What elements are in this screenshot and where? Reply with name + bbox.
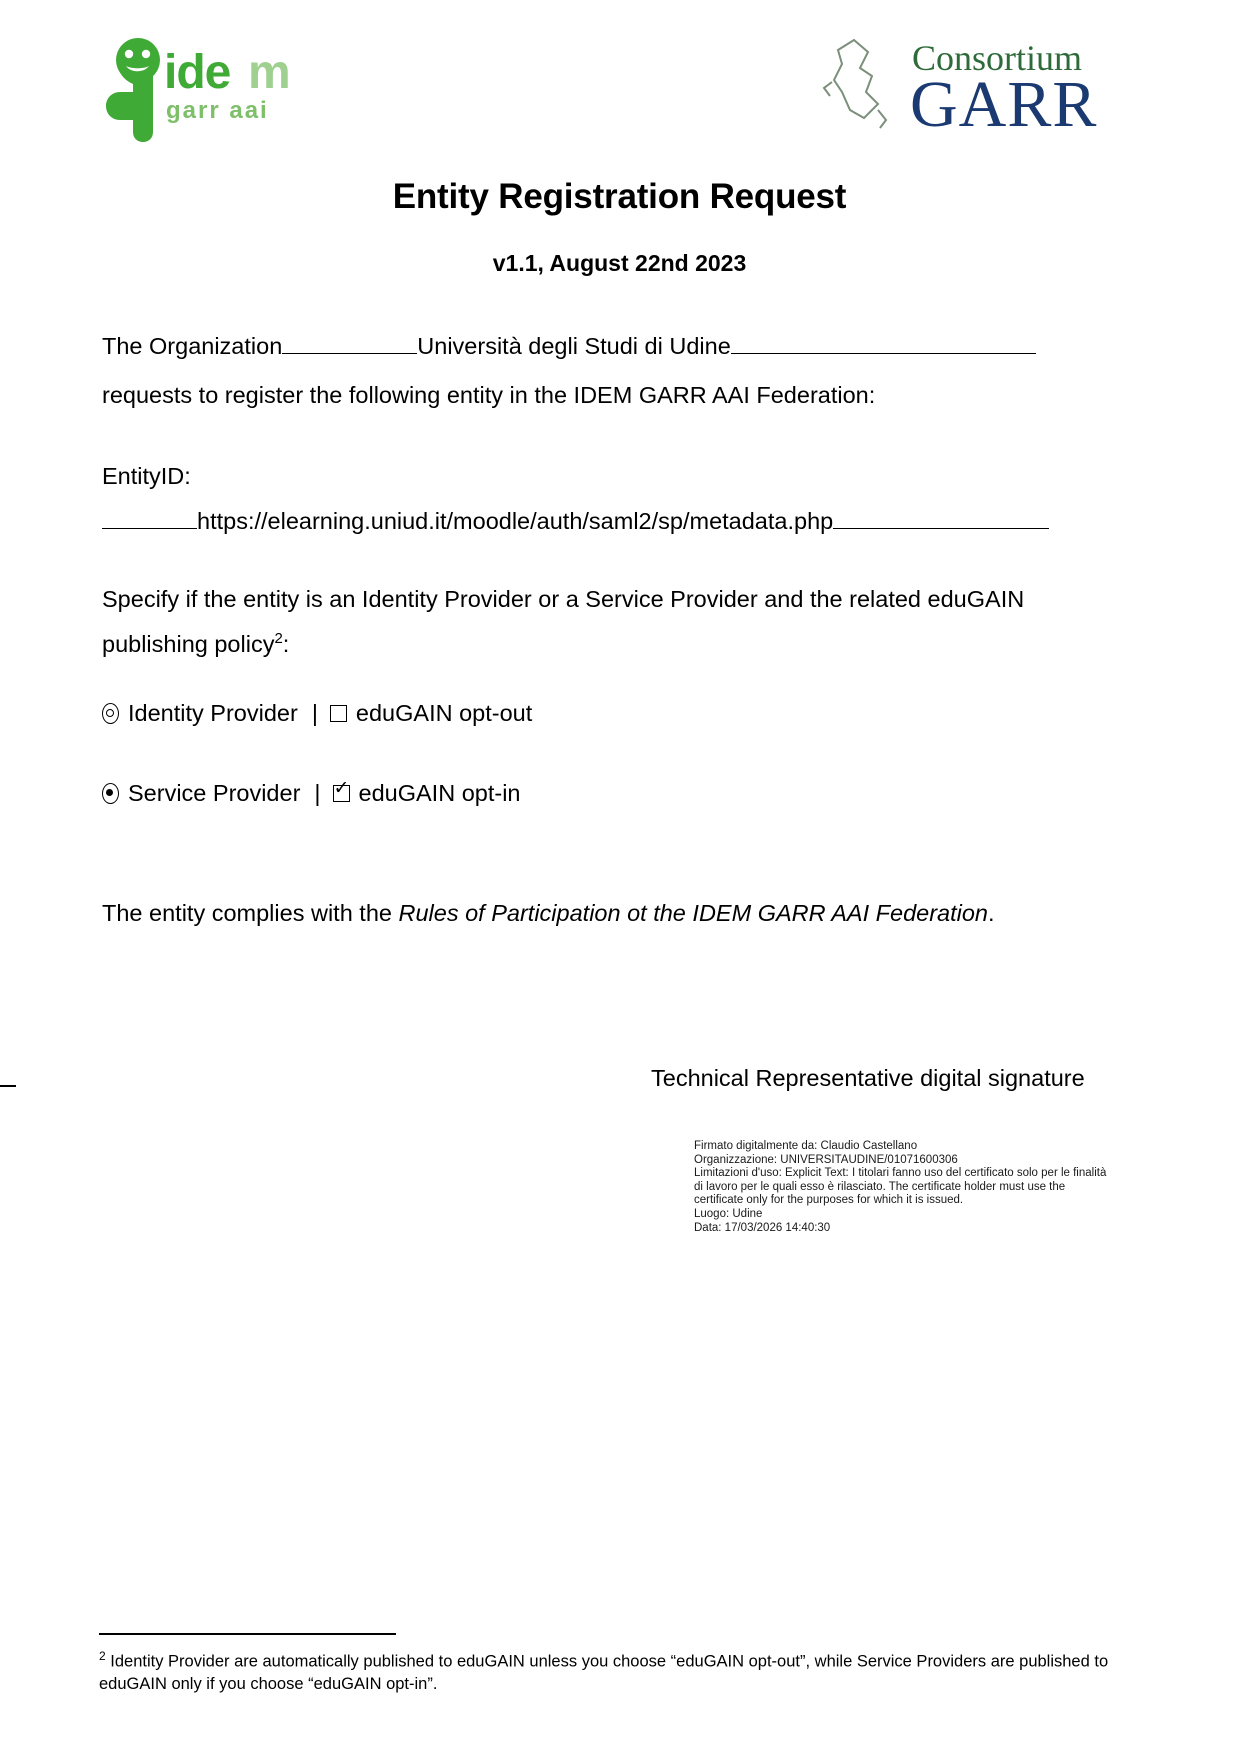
compliance-suffix: .	[988, 900, 995, 926]
compliance-statement	[102, 900, 995, 927]
footnote-ref: 2	[274, 630, 283, 647]
specify-line-2-text: publishing policy	[102, 630, 275, 657]
signature-line-1: Firmato digitalmente da: Claudio Castellano	[694, 1140, 918, 1152]
entityid-label: EntityID:	[102, 463, 191, 489]
checkbox-edugain-opt-in[interactable]	[333, 785, 350, 802]
organization-value: Università degli Studi di Udine	[417, 333, 731, 359]
consortium-garr-logo	[820, 30, 1125, 140]
choice-row-service-provider[interactable]	[102, 780, 521, 807]
label-edugain-opt-out: eduGAIN opt-out	[355, 700, 533, 726]
label-edugain-opt-in: eduGAIN opt-in	[358, 780, 521, 806]
signature-line-2: Organizzazione: UNIVERSITAUDINE/01071600306	[694, 1153, 958, 1166]
entityid-value: https://elearning.uniud.it/moodle/auth/saml2/sp/metadata.php	[197, 508, 834, 534]
compliance-rules-title: Rules of Participation ot the IDEM GARR AAI Federation	[398, 900, 988, 926]
idem-garr-aai-logo	[98, 30, 303, 150]
footnote-text: Identity Provider are automatically published to eduGAIN unless you choose “eduGAIN opt-out”, while Service Providers are published to eduGAIN only if you choose “eduGAIN opt-in”.	[99, 1652, 1109, 1693]
specify-line-1: Specify if the entity is an Identity Provider or a Service Provider and the related eduGAIN	[102, 586, 1025, 612]
organization-rule-right	[731, 333, 1036, 354]
request-line: requests to register the following entity in the IDEM GARR AAI Federation:	[102, 382, 876, 408]
radio-identity-provider[interactable]	[102, 703, 119, 724]
label-service-provider: Service Provider	[128, 780, 301, 806]
entityid-rule-right	[833, 508, 1049, 529]
signature-line-3: Limitazioni d'uso: Explicit Text: I titolari fanno uso del certificato solo per le finalità di lavoro per le quali esso è rilasciato. The certificate holder must use the certificate only for the purposes for which it is issued.	[694, 1167, 1107, 1207]
digital-signature-block	[694, 1140, 1114, 1235]
signature-line-5: Data: 17/03/2026 14:40:30	[694, 1221, 831, 1234]
document-version: v1.1, August 22nd 2023	[492, 250, 747, 276]
svg-text:m: m	[248, 46, 291, 99]
choice-row-identity-provider[interactable]	[102, 700, 532, 727]
organization-rule-left	[282, 333, 417, 354]
compliance-prefix: The entity complies with the	[102, 900, 399, 926]
footnote	[99, 1645, 1119, 1695]
checkbox-edugain-opt-out[interactable]	[330, 705, 347, 722]
svg-text:ide: ide	[164, 46, 231, 99]
entityid-rule-left	[102, 508, 197, 529]
svg-text:Consortium: Consortium	[912, 38, 1083, 78]
organization-label: The Organization	[102, 333, 283, 359]
footnote-divider	[99, 1633, 396, 1635]
radio-service-provider[interactable]	[102, 783, 119, 804]
signature-label: Technical Representative digital signature	[651, 1065, 1085, 1091]
choice-separator-sp: |	[314, 780, 321, 806]
specify-line-2-suffix: :	[282, 630, 290, 657]
footnote-marker: 2	[99, 1649, 106, 1663]
choice-separator-idp: |	[311, 700, 318, 726]
margin-tick	[0, 1085, 16, 1087]
specify-line-2	[102, 624, 289, 659]
organization-line	[102, 331, 1036, 361]
signature-line-4: Luogo: Udine	[694, 1207, 763, 1220]
svg-text:GARR: GARR	[910, 68, 1098, 140]
entityid-line	[102, 506, 1049, 536]
label-identity-provider: Identity Provider	[128, 700, 298, 726]
svg-text:garr aai: garr aai	[166, 97, 269, 124]
page-title: Entity Registration Request	[392, 177, 847, 216]
